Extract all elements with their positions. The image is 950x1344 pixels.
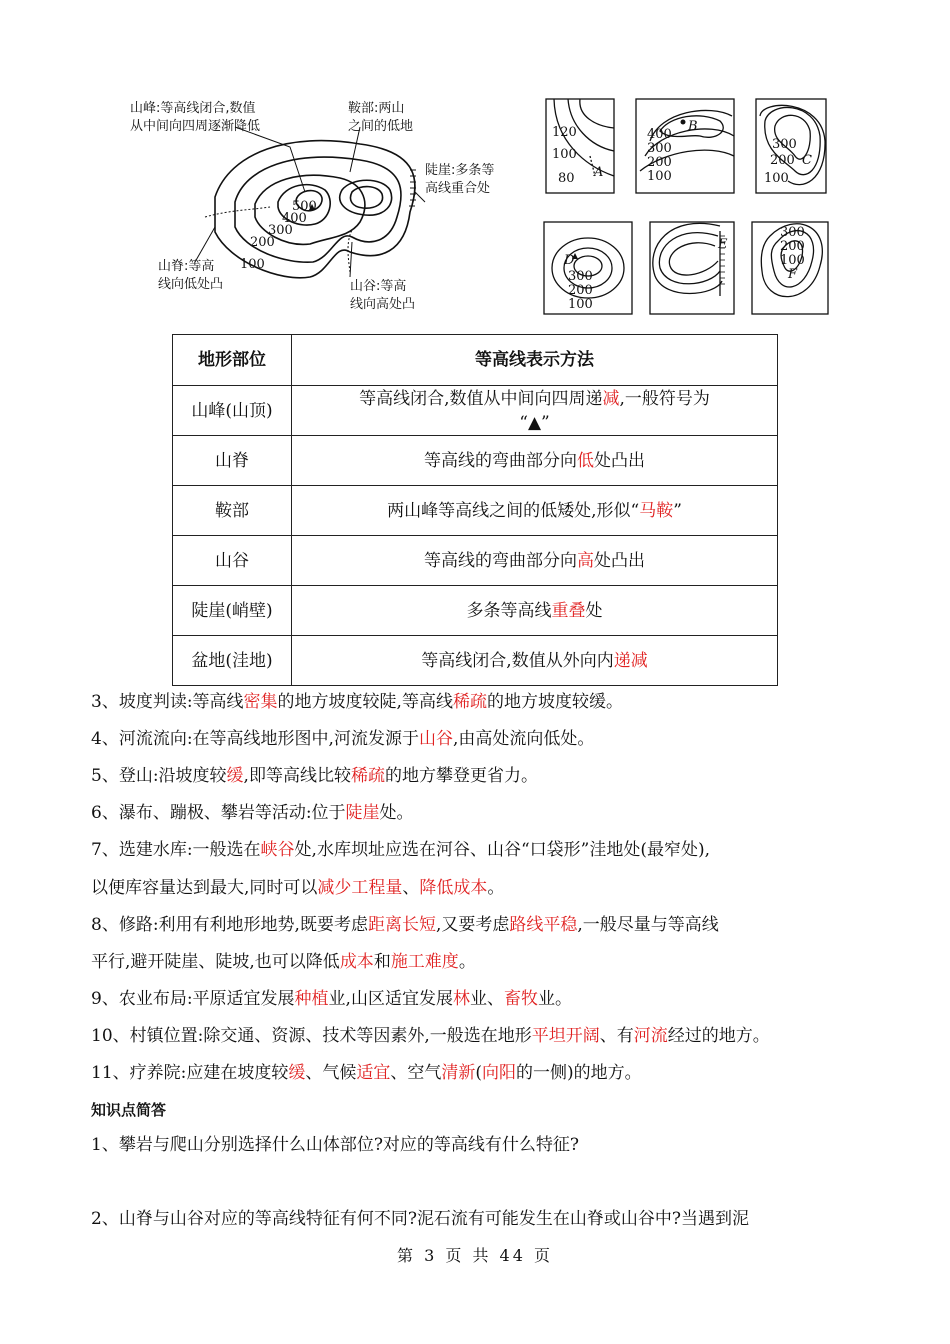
peak-label: 山峰:等高线闭合,数值 bbox=[130, 101, 256, 116]
panel-d-300: 300 bbox=[568, 269, 593, 284]
panel-c-100: 100 bbox=[764, 171, 789, 186]
table-row bbox=[173, 536, 778, 586]
ridge-label-line2: 线向低处凸 bbox=[158, 277, 224, 292]
road-line: 8、修路:利用有利地形地势,既要考虑距离长短,又要考虑路线平稳,一般尽量与等高线 bbox=[91, 915, 719, 935]
panel-b-100: 100 bbox=[647, 169, 672, 184]
table-row bbox=[173, 386, 778, 436]
table-cell-method: 多条等高线重叠处 bbox=[292, 586, 778, 636]
table-cell-method: 等高线的弯曲部分向高处凸出 bbox=[292, 536, 778, 586]
panel-b-400: 400 bbox=[647, 127, 672, 142]
valley-label-line2: 线向高处凸 bbox=[350, 297, 416, 312]
point-b-dot-icon bbox=[681, 120, 686, 125]
panel-d-100: 100 bbox=[568, 297, 593, 312]
climbing-line: 5、登山:沿坡度较缓,即等高线比较稀疏的地方攀登更省力。 bbox=[91, 766, 538, 786]
sanatorium-line: 11、疗养院:应建在坡度较缓、气候适宜、空气清新(向阳的一侧)的地方。 bbox=[91, 1063, 642, 1083]
page-footer: 第 3 页 共 44 页 bbox=[397, 1246, 553, 1265]
panel-f-200: 200 bbox=[780, 239, 805, 254]
waterfall-line: 6、瀑布、蹦极、攀岩等活动:位于陡崖处。 bbox=[91, 803, 414, 823]
peak-label-line2: 从中间向四周逐渐降低 bbox=[130, 119, 261, 134]
saddle-label-line2: 之间的低地 bbox=[348, 119, 414, 134]
valley-label: 山谷:等高 bbox=[350, 279, 407, 294]
reservoir-line-2: 以便库容量达到最大,同时可以减少工程量、降低成本。 bbox=[91, 878, 505, 898]
contour-panels-figure bbox=[540, 96, 840, 320]
table-cell-name: 陡崖(峭壁) bbox=[173, 586, 292, 636]
table-cell-method: 等高线闭合,数值从外向内递减 bbox=[292, 636, 778, 686]
cliff-label-line2: 高线重合处 bbox=[425, 181, 491, 196]
question-2: 2、山脊与山谷对应的等高线特征有何不同?泥石流有可能发生在山脊或山谷中?当遇到泥 bbox=[91, 1209, 750, 1229]
contour-100: 100 bbox=[240, 257, 265, 272]
agriculture-line: 9、农业布局:平原适宜发展种植业,山区适宜发展林业、畜牧业。 bbox=[91, 989, 572, 1009]
panel-f-100: 100 bbox=[780, 253, 805, 268]
panel-a-100: 100 bbox=[552, 147, 577, 162]
panel-c-300: 300 bbox=[772, 137, 797, 152]
panel-d-point: D bbox=[564, 253, 575, 268]
table-row bbox=[173, 586, 778, 636]
contour-400: 400 bbox=[282, 211, 307, 226]
table-cell-method: 等高线闭合,数值从中间向四周递减,一般符号为 “▲” bbox=[292, 386, 778, 436]
panel-b-point: B bbox=[688, 119, 698, 134]
panel-a-80: 80 bbox=[558, 171, 575, 186]
table-row bbox=[173, 436, 778, 486]
slope-judgment-line: 3、坡度判读:等高线密集的地方坡度较陡,等高线稀疏的地方坡度较缓。 bbox=[91, 692, 623, 712]
reservoir-line: 7、选建水库:一般选在峡谷处,水库坝址应选在河谷、山谷“口袋形”洼地处(最窄处), bbox=[91, 840, 710, 860]
table-header-terrain: 地形部位 bbox=[173, 335, 292, 386]
panel-a-120: 120 bbox=[552, 125, 577, 140]
table-header-row bbox=[173, 335, 778, 386]
table-header-method: 等高线表示方法 bbox=[292, 335, 778, 386]
table-cell-name: 盆地(洼地) bbox=[173, 636, 292, 686]
terrain-contour-table bbox=[172, 334, 778, 686]
panel-f-300: 300 bbox=[780, 225, 805, 240]
panel-b-200: 200 bbox=[647, 155, 672, 170]
panel-d-200: 200 bbox=[568, 283, 593, 298]
table-cell-method: 两山峰等高线之间的低矮处,形似“马鞍” bbox=[292, 486, 778, 536]
river-flow-line: 4、河流流向:在等高线地形图中,河流发源于山谷,由高处流向低处。 bbox=[91, 729, 595, 749]
saddle-label: 鞍部:两山 bbox=[348, 101, 405, 116]
panel-b-300: 300 bbox=[647, 141, 672, 156]
panel-e-point: E bbox=[718, 237, 728, 252]
table-cell-method: 等高线的弯曲部分向低处凸出 bbox=[292, 436, 778, 486]
panel-f-point: F bbox=[788, 267, 798, 282]
road-line-2: 平行,避开陡崖、陡坡,也可以降低成本和施工难度。 bbox=[91, 952, 476, 972]
question-1: 1、攀岩与爬山分别选择什么山体部位?对应的等高线有什么特征? bbox=[91, 1135, 580, 1155]
panel-c-200: 200 bbox=[770, 153, 795, 168]
contour-terrain-figure bbox=[120, 92, 520, 322]
panel-a-point: A bbox=[594, 165, 604, 180]
contour-500: 500 bbox=[292, 199, 317, 214]
table-row bbox=[173, 636, 778, 686]
panel-a-frame bbox=[546, 99, 614, 193]
table-row bbox=[173, 486, 778, 536]
table-cell-name: 鞍部 bbox=[173, 486, 292, 536]
qa-heading: 知识点简答 bbox=[91, 1101, 167, 1119]
panel-c-point: C bbox=[802, 153, 812, 168]
ridge-label: 山脊:等高 bbox=[158, 259, 215, 274]
contour-200: 200 bbox=[250, 235, 275, 250]
cliff-label: 陡崖:多条等 bbox=[425, 163, 495, 178]
village-line: 10、村镇位置:除交通、资源、技术等因素外,一般选在地形平坦开阔、有河流经过的地方。 bbox=[91, 1026, 770, 1046]
table-cell-name: 山脊 bbox=[173, 436, 292, 486]
table-cell-name: 山峰(山顶) bbox=[173, 386, 292, 436]
table-cell-name: 山谷 bbox=[173, 536, 292, 586]
contour-300: 300 bbox=[268, 223, 293, 238]
